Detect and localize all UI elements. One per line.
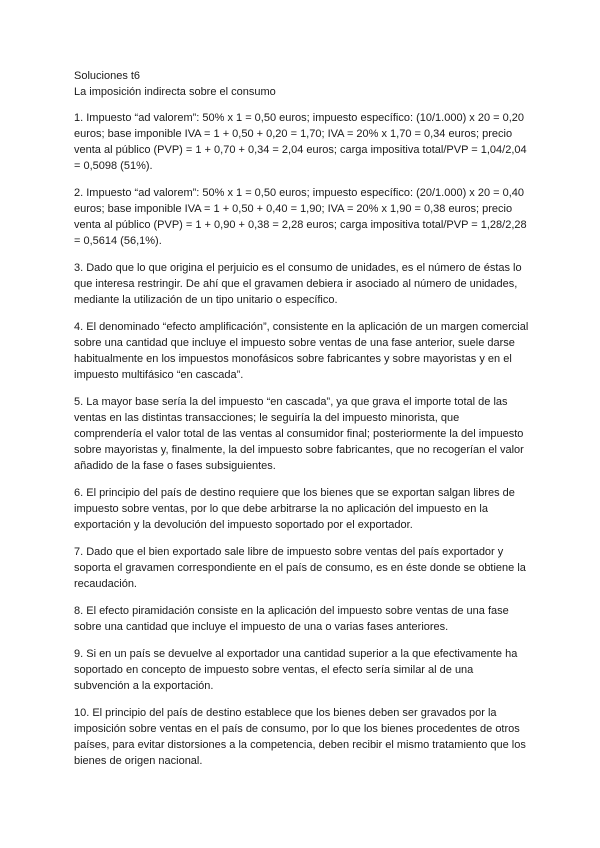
answer-4: 4. El denominado “efecto amplificación”, consistente en la aplicación de un margen comercial sobre una cantidad que incluye el impuesto sobre ventas de una fase anterior, suele darse habitualmente en los impuestos monofásicos sobre fabricantes y sobre mayoristas y en el impuesto multifásico “en cascada”. <box>74 321 529 381</box>
answer-2: 2. Impuesto “ad valorem”: 50% x 1 = 0,50 euros; impuesto específico: (20/1.000) x 20 = 0,40 euros; base imponible IVA = 1 + 0,50 + 0,40 = 1,90; IVA = 20% x 1,90 = 0,38 euros; precio venta al público (PVP) = 1 + 0,90 + 0,38 = 2,28 euros; carga impositiva total/PVP = 1,28/2,28 = 0,5614 (56,1%). <box>74 187 527 247</box>
document-page <box>74 68 530 780</box>
answer-7: 7. Dado que el bien exportado sale libre de impuesto sobre ventas del país exportador y soporta el gravamen correspondiente en el país de consumo, es en éste donde se obtiene la recaudación. <box>74 546 526 590</box>
document-subtitle: La imposición indirecta sobre el consumo <box>74 86 276 98</box>
answer-10: 10. El principio del país de destino establece que los bienes deben ser gravados por la imposición sobre ventas en el país de consumo, por lo que los bienes procedentes de otros países, para evitar distorsiones a la competencia, deben recibir el mismo tratamiento que los bienes de origen nacional. <box>74 707 526 767</box>
answer-3: 3. Dado que lo que origina el perjuicio es el consumo de unidades, es el número de éstas lo que interesa restringir. De ahí que el gravamen debiera ir asociado al número de unidades, mediante la utilización de un tipo unitario o específico. <box>74 262 522 306</box>
answer-6: 6. El principio del país de destino requiere que los bienes que se exportan salgan libres de impuesto sobre ventas, por lo que debe arbitrarse la no aplicación del impuesto en la exportación y la devolución del impuesto soportado por el exportador. <box>74 487 515 531</box>
document-header <box>74 68 530 100</box>
document-title: Soluciones t6 <box>74 70 141 82</box>
answer-9: 9. Si en un país se devuelve al exportador una cantidad superior a la que efectivamente ha soportado en concepto de impuesto sobre ventas, el efecto sería similar al de una subvención a la exportación. <box>74 648 518 692</box>
answer-8: 8. El efecto piramidación consiste en la aplicación del impuesto sobre ventas de una fase sobre una cantidad que incluye el impuesto de una o varias fases anteriores. <box>74 605 509 633</box>
answer-1: 1. Impuesto “ad valorem”: 50% x 1 = 0,50 euros; impuesto específico: (10/1.000) x 20 = 0,20 euros; base imponible IVA = 1 + 0,50 + 0,20 = 1,70; IVA = 20% x 1,70 = 0,34 euros; precio venta al público (PVP) = 1 + 0,70 + 0,34 = 2,04 euros; carga impositiva total/PVP = 1,04/2,04 = 0,5098 (51%). <box>74 112 527 172</box>
answer-5: 5. La mayor base sería la del impuesto “en cascada”, ya que grava el importe total de las ventas en las distintas transacciones; le seguiría la del impuesto minorista, que comprendería el valor total de las ventas al consumidor final; posteriormente la del impuesto sobre mayoristas y, finalmente, la del impuesto sobre fabricantes, que no recogerían el valor añadido de la fase o fases subsiguientes. <box>74 396 524 472</box>
